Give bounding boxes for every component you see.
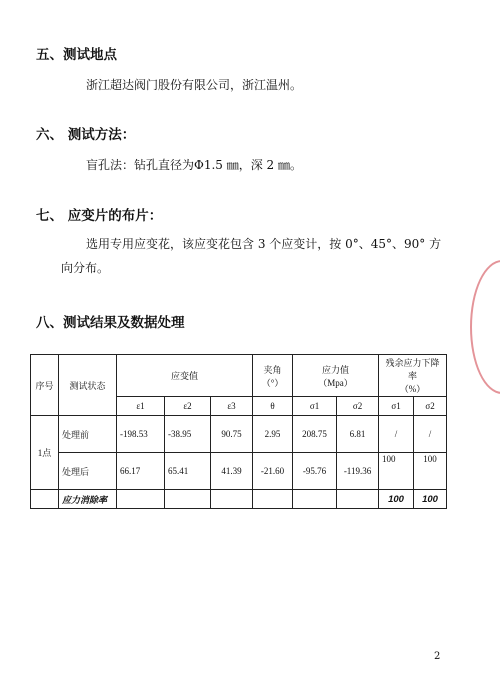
footer-v1: 100 [379,490,414,509]
table-row [31,453,447,490]
cell: -198.53 [117,416,165,453]
subheader-s2: σ2 [337,397,379,416]
table-row [31,416,447,453]
red-stamp [470,260,500,394]
subheader-r1: σ1 [379,397,414,416]
section-5-text: 浙江超达阀门股份有限公司，浙江温州。 [86,78,303,92]
header-seq: 序号 [31,355,59,416]
table-footer-row [31,490,447,509]
subheader-s1: σ1 [293,397,337,416]
cell: -21.60 [253,453,293,490]
cell: -119.36 [337,453,379,490]
row-state: 处理后 [59,453,117,490]
section-7-heading: 七、 应变片的布片： [36,208,163,224]
cell: -38.95 [165,416,211,453]
cell: / [414,416,447,453]
cell: 100 [414,453,447,490]
cell: 90.75 [211,416,253,453]
section-6-text: 盲孔法：钻孔直径为Φ1.5 ㎜，深 2 ㎜。 [86,158,303,172]
subheader-e3: ε3 [211,397,253,416]
header-stress: 应力值 （Mpa） [293,355,379,397]
cell: 41.39 [211,453,253,490]
header-strain: 应变值 [117,355,253,397]
cell: / [379,416,414,453]
subheader-r2: σ2 [414,397,447,416]
cell: -95.76 [293,453,337,490]
row-state: 处理前 [59,416,117,453]
section-7-text-line2: 向分布。 [61,261,110,275]
cell: 66.17 [117,453,165,490]
subheader-theta: θ [253,397,293,416]
cell: 65.41 [165,453,211,490]
subheader-e2: ε2 [165,397,211,416]
section-6-heading: 六、 测试方法： [36,127,136,143]
subheader-e1: ε1 [117,397,165,416]
header-state: 测试状态 [59,355,117,416]
section-8-heading: 八、测试结果及数据处理 [36,315,185,331]
cell: 208.75 [293,416,337,453]
results-table [30,354,447,509]
footer-v2: 100 [414,490,447,509]
section-5-heading: 五、测试地点 [36,47,117,63]
footer-label: 应力消除率 [59,490,117,509]
header-residual: 残余应力下降率 （%） [379,355,447,397]
cell: 100 [379,453,414,490]
cell: 2.95 [253,416,293,453]
cell: 6.81 [337,416,379,453]
page-number: 2 [434,651,441,662]
section-7-text-line1: 选用专用应变花，该应变花包含 3 个应变计，按 0°、45°、90° 方 [86,237,442,251]
header-angle: 夹角 （°） [253,355,293,397]
point-label: 1点 [31,416,59,490]
